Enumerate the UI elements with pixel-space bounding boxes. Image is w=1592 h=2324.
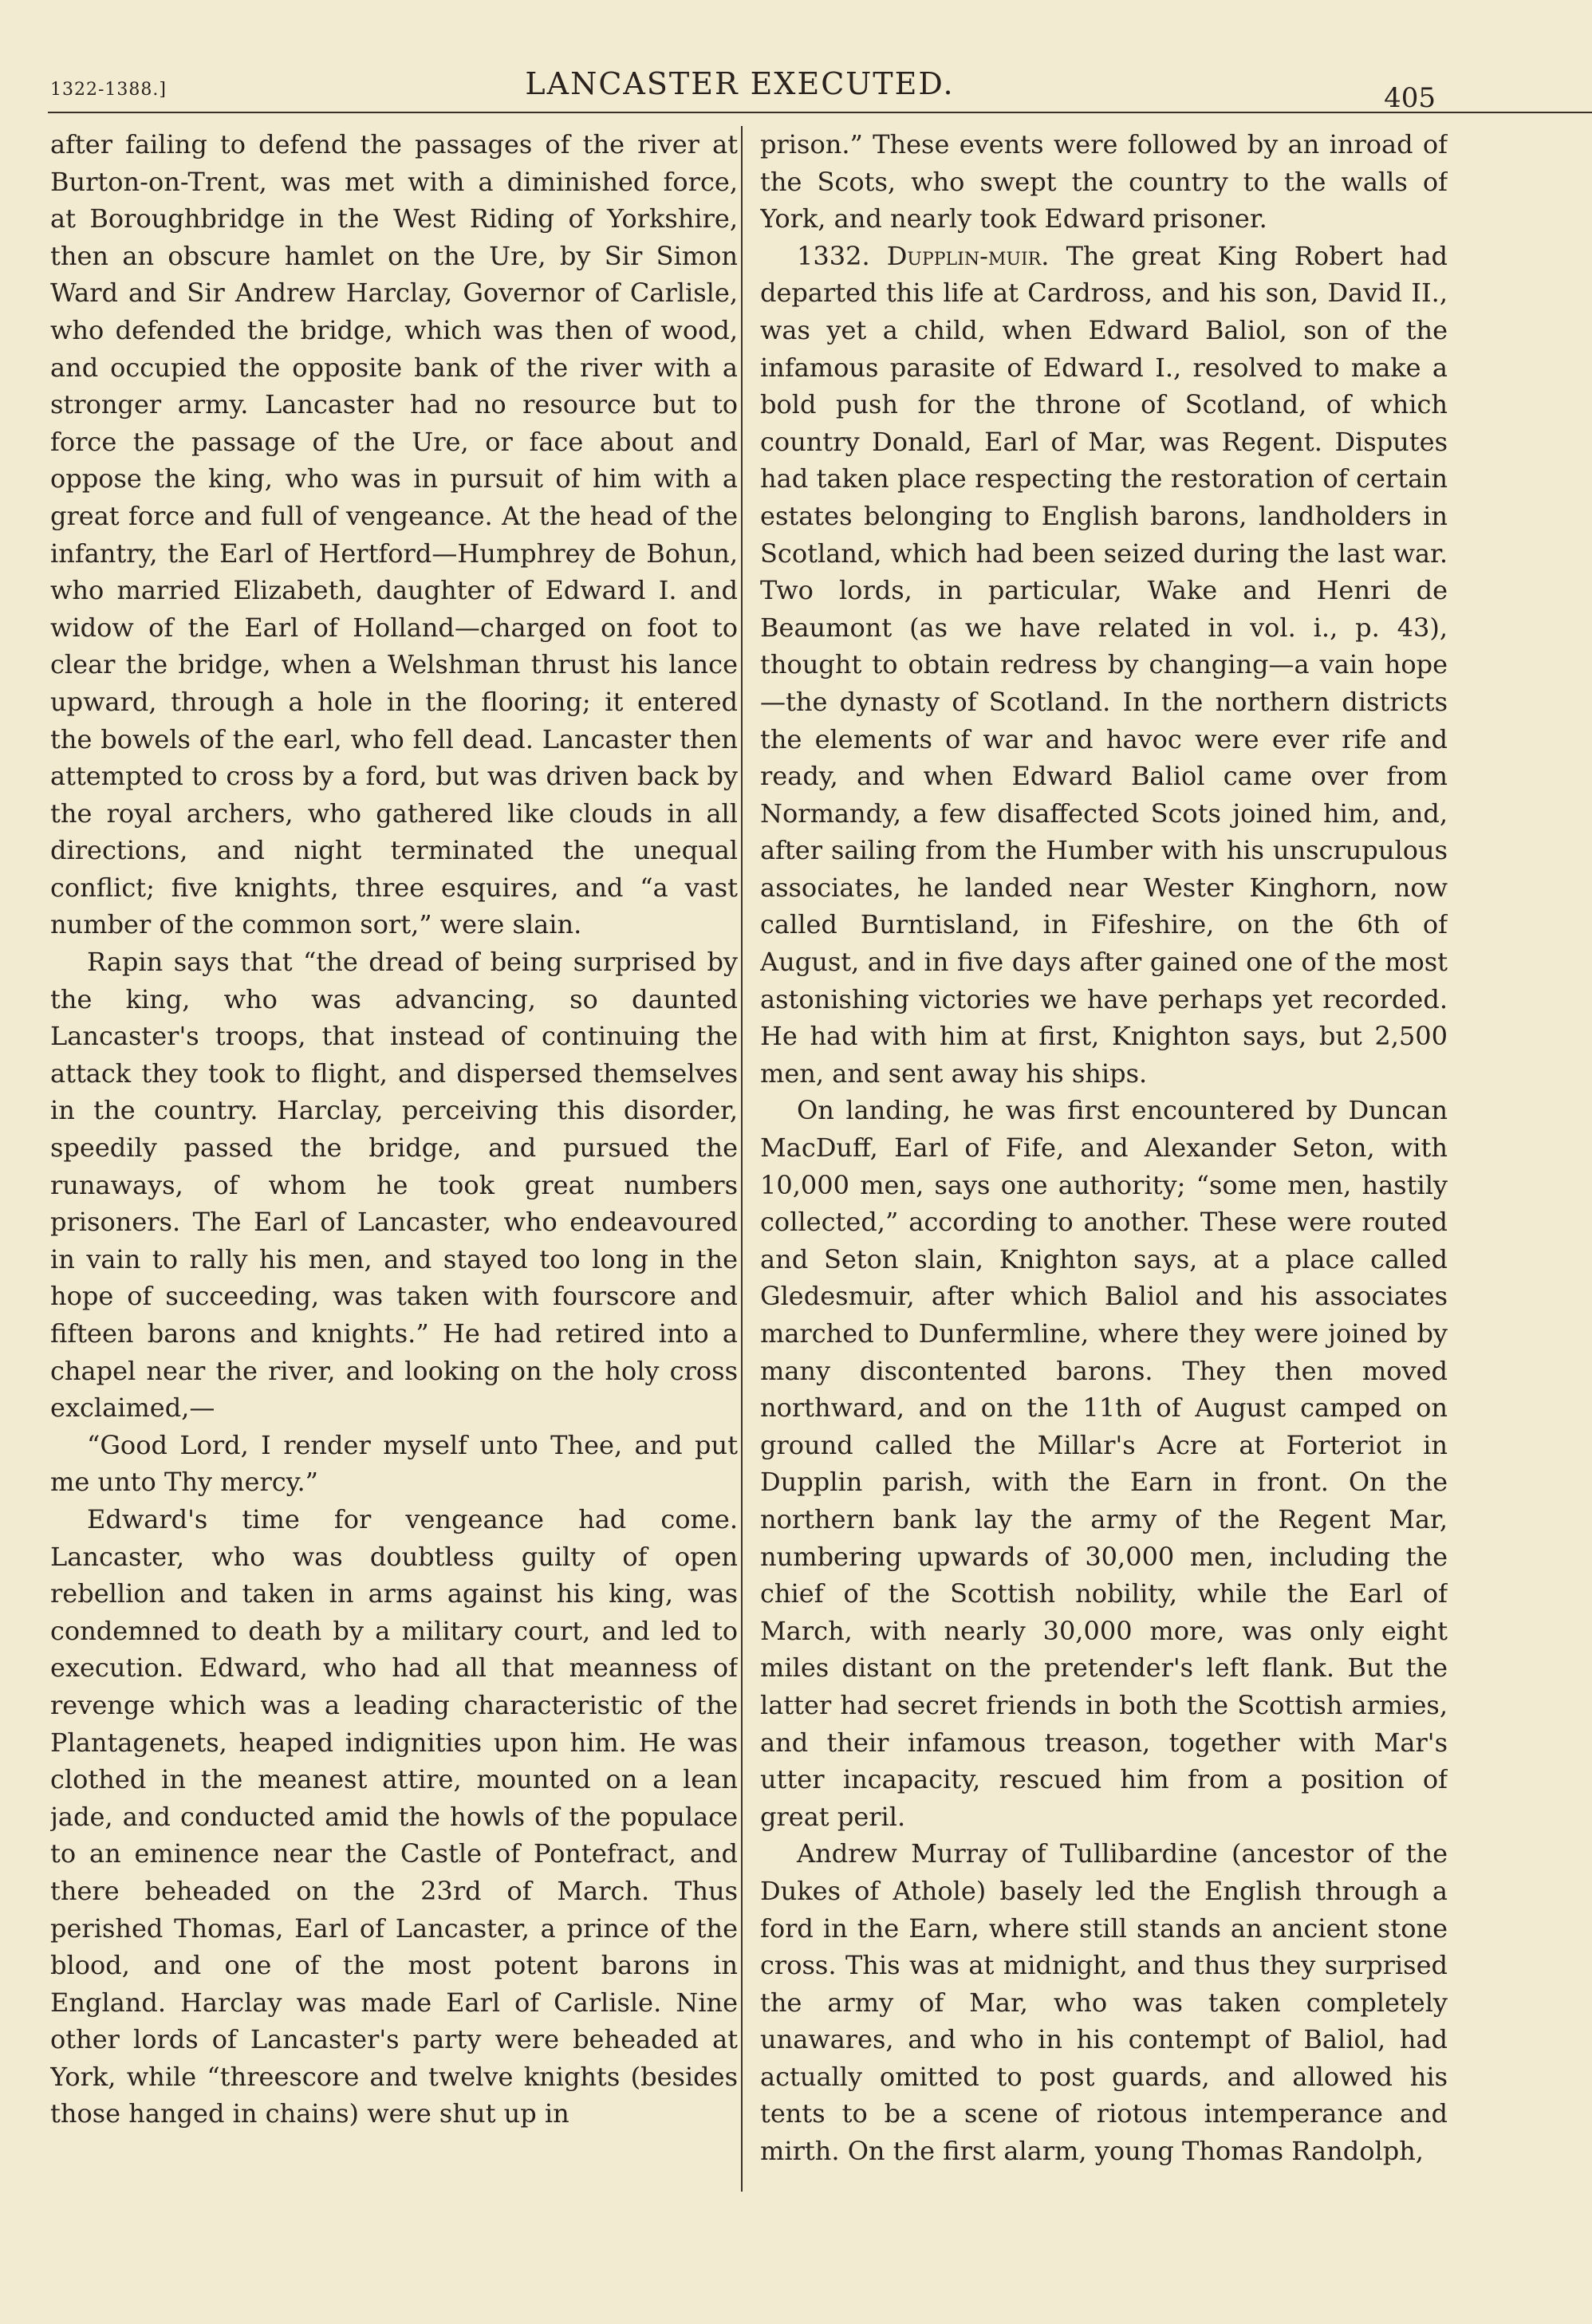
header-date-range: 1322-1388.] xyxy=(50,80,167,100)
page-title: LANCASTER EXECUTED. xyxy=(525,66,955,101)
section-text: The great King Robert had departed this life at Cardross, and his son, David II., was yet a child, when Edward Baliol, son of the infamous parasite of Edward I., resolved to make a bold push for the throne of Scotland, of which country Donald, Earl of Mar, was Regent. Disputes had taken place respecting the restoration of certain estates belonging to English barons, landholders in Scotland, which had been seized during the last war. Two lords, in particular, Wake and Henri de Beaumont (as we have related in vol. i., p. 43), thought to obtain redress by changing—a vain hope—the dynasty of Scotland. In the northern districts the elements of war and havoc were ever rife and ready, and when Edward Baliol came over from Normandy, a few disaffected Scots joined him, and, after sailing from the Humber with his unscrupulous associates, he landed near Wester Kinghorn, now called Burntisland, in Fifeshire, on the 6th of August, and in five days after gained one of the most astonishing victories we have perhaps yet recorded. He had with him at first, Knighton says, but 2,500 men, and sent away his ships. xyxy=(760,240,1448,1089)
paragraph: prison.” These events were followed by an inroad of the Scots, who swept the country to the walls of York, and nearly took Edward prisoner. xyxy=(760,129,1448,234)
section-paragraph xyxy=(760,238,1448,1093)
paragraph: after failing to defend the passages of the river at Burton-on-Trent, was met with a diminished force, at Boroughbridge in the West Riding of Yorkshire, then an obscure hamlet on the Ure, by Sir Simon Ward and Sir Andrew Harclay, Governor of Carlisle, who defended the bridge, which was then of wood, and occupied the opposite bank of the river with a stronger army. Lancaster had no resource but to force the passage of the Ure, or face about and oppose the king, who was in pursuit of him with a great force and full of vengeance. At the head of the infantry, the Earl of Hertford—Humphrey de Bohun, who married Elizabeth, daughter of Edward I. and widow of the Earl of Holland—charged on foot to clear the bridge, when a Welshman thrust his lance upward, through a hole in the flooring; it entered the bowels of the earl, who fell dead. Lancaster then attempted to cross by a ford, but was driven back by the royal archers, who gathered like clouds in all directions, and night terminated the unequal conflict; five knights, three esquires, and “a vast number of the common sort,” were slain. xyxy=(50,129,738,940)
section-heading: Dupplin-muir. xyxy=(886,240,1050,271)
paragraph: Andrew Murray of Tullibardine (ancestor of the Dukes of Athole) basely led the English through a ford in the Earn, where still stands an ancient stone cross. This was at midnight, and thus they surprised the army of Mar, who was taken completely unawares, and who in his contempt of Baliol, had actually omitted to post guards, and allowed his tents to be a scene of riotous intemperance and mirth. On the first alarm, young Thomas Randolph, xyxy=(760,1838,1448,2167)
page-number: 405 xyxy=(1384,82,1436,114)
quotation: “Good Lord, I render myself unto Thee, and put me unto Thy mercy.” xyxy=(50,1429,738,1498)
section-year: 1332. xyxy=(797,240,870,271)
right-column xyxy=(760,126,1448,2200)
paragraph: Rapin says that “the dread of being surprised by the king, who was advancing, so daunted Lancaster's troops, that instead of continuing the attack they took to flight, and dispersed themselves in the country. Harclay, perceiving this disorder, speedily passed the bridge, and pursued the runaways, of whom he took great numbers prisoners. The Earl of Lancaster, who endeavoured in vain to rally his men, and stayed too long in the hope of succeeding, was taken with fourscore and fifteen barons and knights.” He had retired into a chapel near the river, and looking on the holy cross exclaimed,— xyxy=(50,947,738,1424)
running-header xyxy=(44,62,1436,118)
column-divider xyxy=(741,126,743,2192)
paragraph: Edward's time for vengeance had come. Lancaster, who was doubtless guilty of open rebellion and taken in arms against his king, was condemned to death by a military court, and led to execution. Edward, who had all that meanness of revenge which was a leading characteristic of the Plantagenets, heaped indignities upon him. He was clothed in the meanest attire, mounted on a lean jade, and conducted amid the howls of the populace to an eminence near the Castle of Pontefract, and there beheaded on the 23rd of March. Thus perished Thomas, Earl of Lancaster, a prince of the blood, and one of the most potent barons in England. Harclay was made Earl of Carlisle. Nine other lords of Lancaster's party were beheaded at York, while “threescore and twelve knights (besides those hanged in chains) were shut up in xyxy=(50,1503,738,2129)
left-column xyxy=(50,126,738,2200)
paragraph: On landing, he was first encountered by Duncan MacDuff, Earl of Fife, and Alexander Seton, with 10,000 men, says one authority; “some men, hastily collected,” according to another. These were routed and Seton slain, Knighton says, at a place called Gledesmuir, after which Baliol and his associates marched to Dunfermline, where they were joined by many discontented barons. They then moved northward, and on the 11th of August camped on ground called the Millar's Acre at Forteriot in Dupplin parish, with the Earn in front. On the northern bank lay the army of the Regent Mar, numbering upwards of 30,000 men, including the chief of the Scottish nobility, while the Earl of March, with nearly 30,000 more, was only eight miles distant on the pretender's left flank. But the latter had secret friends in both the Scottish armies, and their infamous treason, together with Mar's utter incapacity, rescued him from a position of great peril. xyxy=(760,1095,1448,1832)
header-rule xyxy=(48,112,1592,113)
